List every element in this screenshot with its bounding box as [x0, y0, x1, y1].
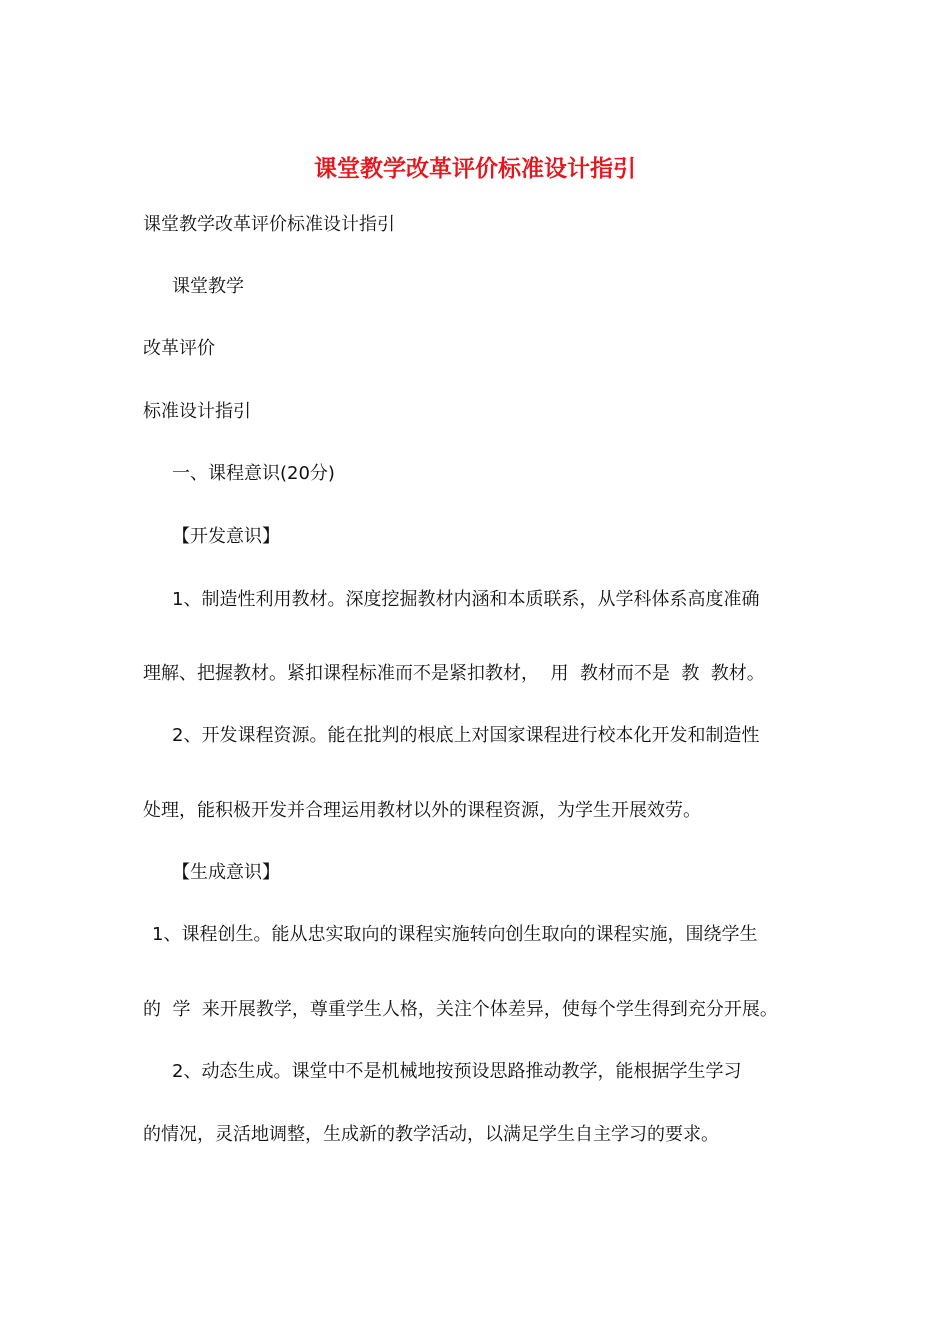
paragraph-line: 的 学 来开展教学，尊重学生人格，关注个体差异，使每个学生得到充分开展。	[143, 999, 778, 1020]
paragraph-line: 处理，能积极开发并合理运用教材以外的课程资源，为学生开展效劳。	[143, 800, 701, 821]
paragraph-line: 2、开发课程资源。能在批判的根底上对国家课程进行校本化开发和制造性	[172, 725, 760, 746]
paragraph-line: 1、制造性利用教材。深度挖掘教材内涵和本质联系，从学科体系高度准确	[172, 589, 760, 610]
subtitle-line: 课堂教学改革评价标准设计指引	[143, 214, 395, 235]
keyword-line: 改革评价	[143, 338, 215, 359]
subsection-heading: 【开发意识】	[172, 526, 280, 547]
section-heading: 一、课程意识(20分)	[172, 463, 335, 484]
subsection-heading: 【生成意识】	[172, 862, 280, 883]
paragraph-line: 1、课程创生。能从忠实取向的课程实施转向创生取向的课程实施，围绕学生	[152, 924, 758, 945]
keyword-line: 课堂教学	[172, 276, 244, 297]
paragraph-line: 理解、把握教材。紧扣课程标准而不是紧扣教材， 用 教材而不是 教 教材。	[143, 663, 765, 684]
paragraph-line: 2、动态生成。课堂中不是机械地按预设思路推动教学，能根据学生学习	[172, 1061, 742, 1082]
keyword-line: 标准设计指引	[143, 401, 251, 422]
paragraph-line: 的情况，灵活地调整，生成新的教学活动，以满足学生自主学习的要求。	[143, 1124, 719, 1145]
document-title: 课堂教学改革评价标准设计指引	[314, 155, 636, 182]
